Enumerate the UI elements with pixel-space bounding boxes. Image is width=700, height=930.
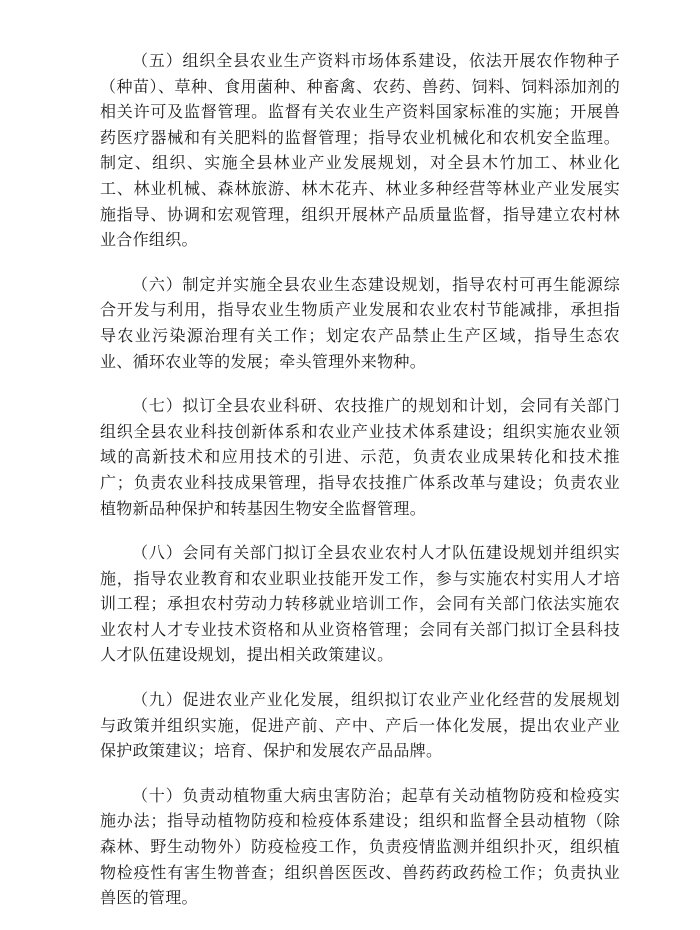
paragraph-item-7: （七）拟订全县农业科研、农技推广的规划和计划，会同有关部门组织全县农业科技创新体系和农业产业技术体系建设；组织实施农业领域的高新技术和应用技术的引进、示范，负责农业成果转化和技术推广；负责农业科技成果管理，指导农技推广体系改革与建设；负责农业植物新品种保护和转基因生物安全监督管理。 bbox=[100, 396, 620, 518]
paragraph-item-5: （五）组织全县农业生产资料市场体系建设，依法开展农作物种子（种苗）、草种、食用菌种、种畜禽、农药、兽药、饲料、饲料添加剂的相关许可及监督管理。监督有关农业生产资料国家标准的实施；开展兽药医疗器械和有关肥料的监督管理；指导农业机械化和农机安全监理。制定、组织、实施全县林业产业发展规划，对全县木竹加工、林业化工、林业机械、森林旅游、林木花卉、林业多种经营等林业产业发展实施指导、协调和宏观管理，组织开展林产品质量监督，指导建立农村林业合作组织。 bbox=[100, 51, 620, 250]
paragraph-item-10: （十）负责动植物重大病虫害防治；起草有关动植物防疫和检疫实施办法；指导动植物防疫和检疫体系建设；组织和监督全县动植物（除森林、野生动物外）防疫检疫工作，负责疫情监测并组织扑灭，组织植物检疫性有害生物普查；组织兽医医改、兽药药政药检工作；负责执业兽医的管理。 bbox=[100, 785, 620, 908]
paragraph-item-9: （九）促进农业产业化发展，组织拟订农业产业化经营的发展规划与政策并组织实施，促进产前、产中、产后一体化发展，提出农业产业保护政策建议；培育、保护和发展农产品品牌。 bbox=[100, 690, 620, 761]
document-body bbox=[100, 48, 620, 930]
paragraph-item-8: （八）会同有关部门拟订全县农业农村人才队伍建设规划并组织实施，指导农业教育和农业职业技能开发工作，参与实施农村实用人才培训工程；承担农村劳动力转移就业培训工作，会同有关部门依法实施农业农村人才专业技术资格和从业资格管理；会同有关部门拟订全县科技人才队伍建设规划，提出相关政策建议。 bbox=[100, 543, 620, 665]
paragraph-item-6: （六）制定并实施全县农业生态建设规划，指导农村可再生能源综合开发与利用，指导农业生物质产业发展和农业农村节能减排，承担指导农业污染源治理有关工作；划定农产品禁止生产区域，指导生态农业、循环农业等的发展；牵头管理外来物种。 bbox=[100, 274, 620, 371]
